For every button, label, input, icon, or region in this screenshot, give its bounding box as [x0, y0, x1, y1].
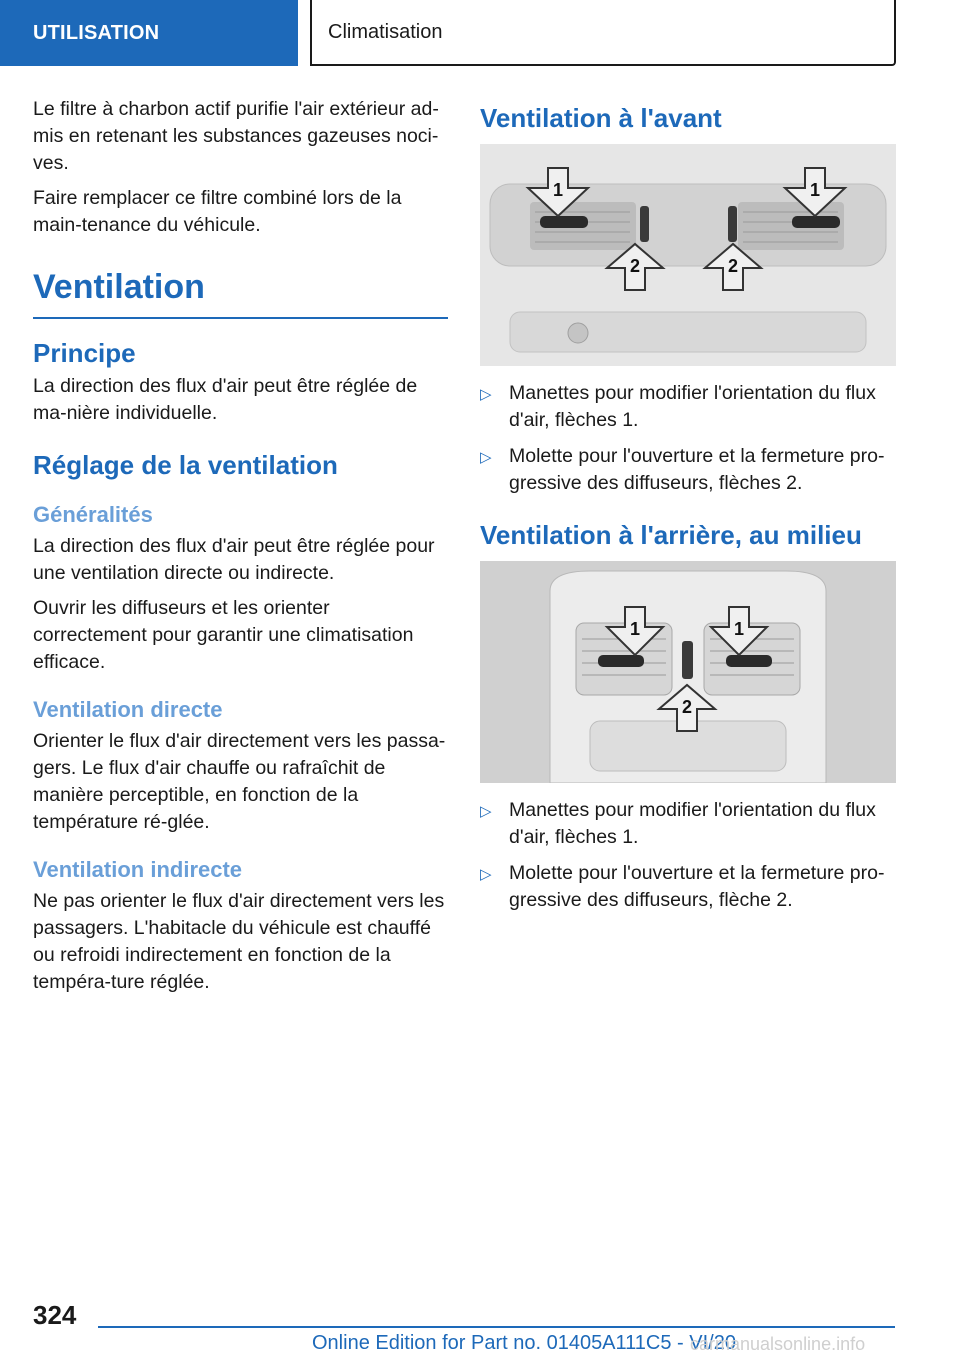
- heading-ventilation-indirecte: Ventilation indirecte: [33, 857, 243, 882]
- generalites-paragraph-1: La direction des flux d'air peut être réglée pour une ventilation directe ou indirecte.: [33, 535, 435, 584]
- rear-callout-2: 2: [681, 697, 693, 717]
- chapter-tab: Climatisation: [310, 0, 896, 66]
- rear-item-1: ▷ Manettes pour modifier l'orientation du flux d'air, flèches 1.: [480, 799, 876, 848]
- footer-edition: Online Edition for Part no. 01405A111C5 - VI/20: [312, 1332, 736, 1354]
- page-number: 324: [33, 1300, 77, 1330]
- front-callout-2-right: 2: [727, 256, 739, 276]
- bullet-arrow-icon: ▷: [480, 866, 492, 883]
- rear-item-2: ▷ Molette pour l'ouverture et la fermeture pro-gressive des diffuseurs, flèche 2.: [480, 862, 885, 911]
- bullet-arrow-icon: ▷: [480, 449, 492, 466]
- bullet-arrow-icon: ▷: [480, 803, 492, 820]
- indirecte-paragraph: Ne pas orienter le flux d'air directement vers les passagers. L'habitacle du véhicule est chauffé ou refroidi indirectement en fonction de la tempéra-ture réglée.: [33, 890, 445, 993]
- directe-paragraph: Orienter le flux d'air directement vers les passa-gers. Le flux d'air chauffe ou rafraîchit de manière perceptible, en fonction de la température ré-glée.: [33, 730, 446, 833]
- heading-ventilation-arriere: Ventilation à l'arrière, au milieu: [480, 520, 862, 550]
- front-callout-2-left: 2: [629, 256, 641, 276]
- intro-paragraph-2: Faire remplacer ce filtre combiné lors de la main-tenance du véhicule.: [33, 187, 402, 236]
- heading-ventilation: Ventilation: [33, 265, 448, 319]
- intro-paragraph-1: Le filtre à charbon actif purifie l'air extérieur ad-mis en retenant les substances gazeuses noci-ves.: [33, 98, 439, 174]
- heading-principe: Principe: [33, 338, 136, 368]
- front-callout-1-left: 1: [552, 180, 564, 200]
- rear-callout-1-left: 1: [629, 619, 641, 639]
- right-column: [480, 96, 896, 923]
- front-vents-list: [480, 380, 896, 497]
- rear-vents-illustration: [480, 561, 896, 783]
- section-tab: UTILISATION: [0, 0, 298, 66]
- rear-vents-list: [480, 797, 896, 914]
- front-vents-drawing: [480, 144, 896, 366]
- footer-rule: [98, 1326, 895, 1328]
- heading-reglage: Réglage de la ventilation: [33, 450, 338, 480]
- rear-callout-1-right: 1: [733, 619, 745, 639]
- front-item-2: ▷ Molette pour l'ouverture et la fermeture pro-gressive des diffuseurs, flèches 2.: [480, 445, 885, 494]
- front-item-1: ▷ Manettes pour modifier l'orientation du flux d'air, flèches 1.: [480, 382, 876, 431]
- left-column: [33, 96, 448, 1004]
- generalites-paragraph-2: Ouvrir les diffuseurs et les orienter correctement pour garantir une climatisation efficace.: [33, 597, 414, 673]
- bullet-arrow-icon: ▷: [480, 386, 492, 403]
- principe-paragraph: La direction des flux d'air peut être réglée de ma-nière individuelle.: [33, 375, 418, 424]
- watermark: carmanualsonline.info: [690, 1334, 866, 1354]
- heading-generalites: Généralités: [33, 502, 153, 527]
- heading-ventilation-directe: Ventilation directe: [33, 697, 223, 722]
- front-vents-illustration: [480, 144, 896, 366]
- heading-ventilation-avant: Ventilation à l'avant: [480, 103, 722, 133]
- rear-vents-drawing: [480, 561, 896, 783]
- front-callout-1-right: 1: [809, 180, 821, 200]
